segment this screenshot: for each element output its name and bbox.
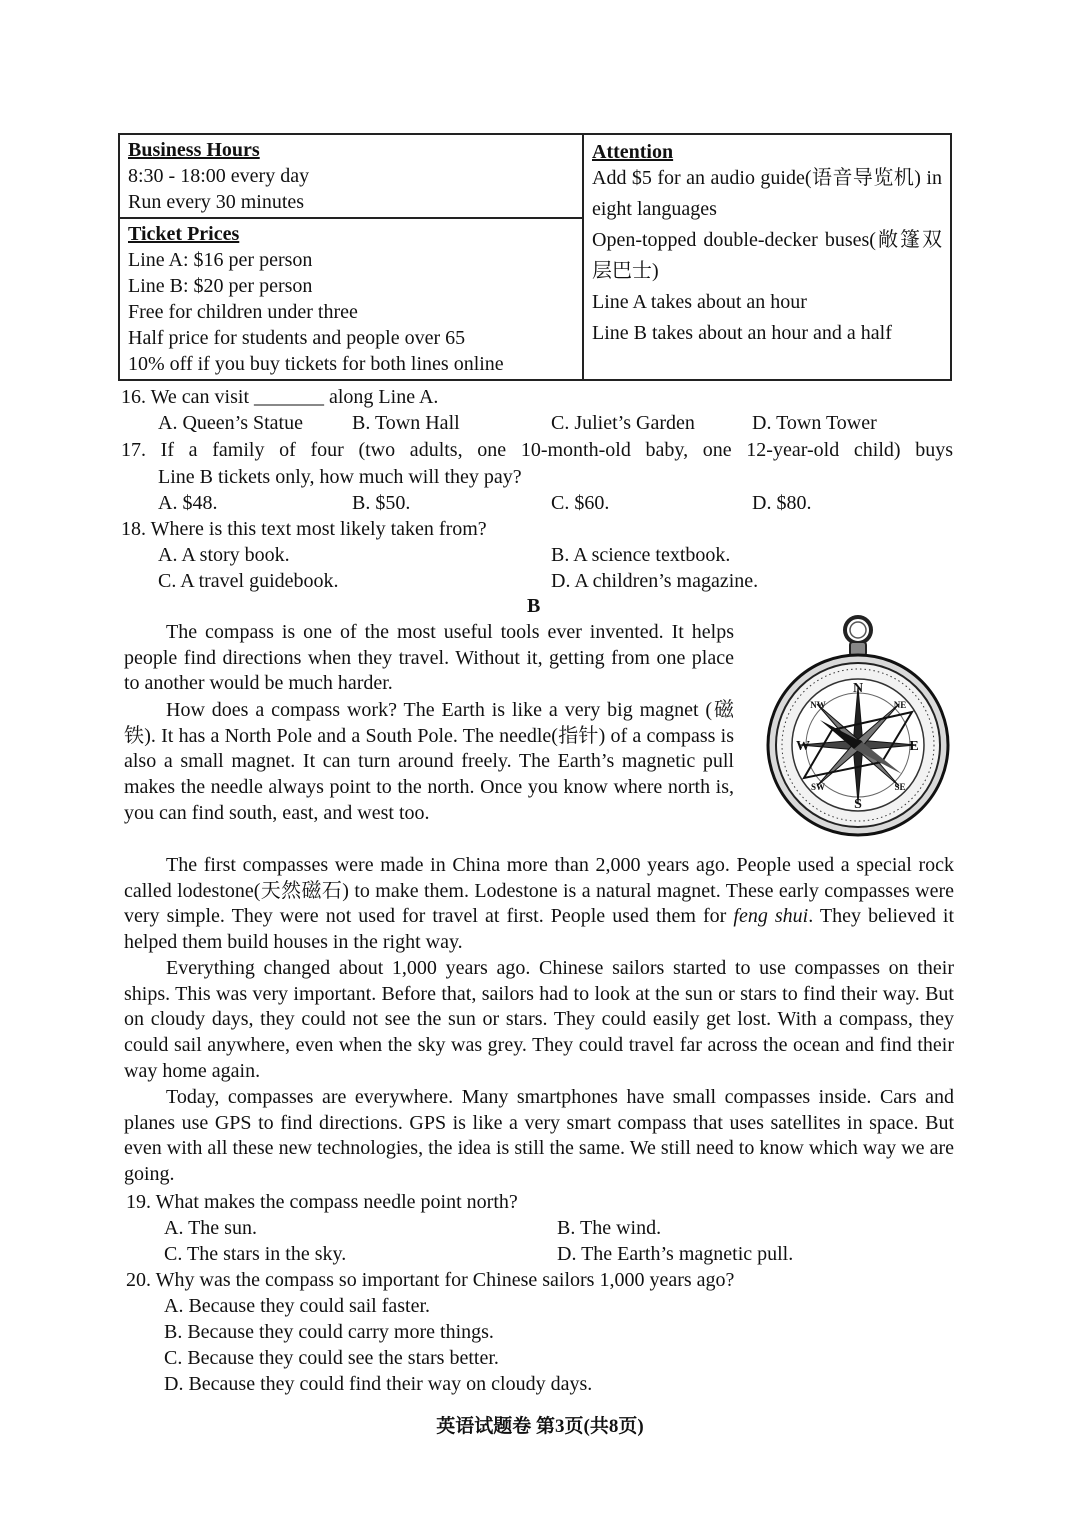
q18-option-b: B. A science textbook. [551,544,731,566]
business-hours-title: Business Hours [128,139,260,161]
q17-option-a: A. $48. [158,492,218,514]
compass-label-e: E [909,739,919,754]
q18-option-a: A. A story book. [158,544,290,566]
question-19-stem: 19. What makes the compass needle point north? [126,1191,518,1213]
passage-paragraph-1: The compass is one of the most useful tools ever invented. It helps people find directions when they travel. Without it, getting from one place to another would be much harder. [124,621,734,695]
attention-line: Open-topped double-decker buses(敞篷双层巴士) [592,229,942,282]
q20-option-a: A. Because they could sail faster. [164,1295,431,1317]
tour-info-table [118,133,952,381]
hours-line: Run every 30 minutes [128,191,305,213]
q17-option-c: C. $60. [551,492,610,514]
question-16-stem: 16. We can visit _______ along Line A. [121,386,439,408]
feng-shui-term: feng shui [733,905,809,928]
page-footer: 英语试题卷 第3页(共8页) [436,1416,644,1437]
q16-option-d: D. Town Tower [752,412,877,434]
compass-label-se: SE [894,782,906,792]
ticket-prices-cell [120,219,582,379]
passage-paragraph-2: How does a compass work? The Earth is like a very big magnet (磁铁). It has a North Pole and a South Pole. The needle(指针) of a compass is also a small magnet. It can turn around freely. The Earth’s magnetic pull makes the needle always point to the north. Once you know where north is, you can find south, east, and west too. [124,699,734,824]
ticket-prices-title: Ticket Prices [128,223,240,245]
compass-label-w: W [796,739,810,754]
q19-option-b: B. The wind. [557,1217,662,1239]
attention-line: Line A takes about an hour [592,291,807,313]
question-17-stem-line1: 17. If a family of four (two adults, one 10-month-old baby, one 12-year-old child) buys [121,439,953,461]
attention-line: Line B takes about an hour and a half [592,322,892,344]
price-line: Half price for students and people over 65 [128,327,466,349]
price-line: Line B: $20 per person [128,275,313,297]
q17-option-b: B. $50. [352,492,411,514]
business-hours-cell [120,135,582,219]
question-17-stem-line2: Line B tickets only, how much will they pay? [158,466,522,488]
compass-label-nw: NW [810,700,826,710]
q20-option-d: D. Because they could find their way on cloudy days. [164,1373,593,1395]
compass-illustration [762,612,954,838]
question-20-stem: 20. Why was the compass so important for Chinese sailors 1,000 years ago? [126,1269,735,1291]
compass-label-n: N [852,681,864,696]
passage-paragraph-3 [124,853,954,956]
price-line: Line A: $16 per person [128,249,313,271]
q19-option-a: A. The sun. [164,1217,257,1239]
compass-ring-icon [845,617,871,656]
question-18-stem: 18. Where is this text most likely taken from? [121,518,487,540]
attention-line: Add $5 for an audio guide(语音导览机) in eight languages [592,167,942,220]
price-line: 10% off if you buy tickets for both lines online [128,353,504,375]
q19-option-c: C. The stars in the sky. [164,1243,347,1265]
attention-cell [584,135,950,379]
q19-option-d: D. The Earth’s magnetic pull. [557,1243,794,1265]
hours-line: 8:30 - 18:00 every day [128,165,310,187]
compass-label-ne: NE [893,700,907,710]
passage-paragraph-5: Today, compasses are everywhere. Many smartphones have small compasses inside. Cars and planes use GPS to find directions. GPS is like a very smart compass that uses satellites in space. But even with all these new technologies, the idea is still the same. We still need to know which way we are going. [124,1086,954,1186]
paragraph-3-text-end: . They believed it helped them build houses in the right way. [124,905,954,954]
q17-option-d: D. $80. [752,492,812,514]
table-left-column [120,135,584,379]
q18-option-c: C. A travel guidebook. [158,570,339,592]
compass-label-sw: SW [810,782,826,792]
q16-option-b: B. Town Hall [352,412,460,434]
compass-label-s: S [854,797,862,812]
q20-option-b: B. Because they could carry more things. [164,1321,494,1343]
q16-option-a: A. Queen’s Statue [158,412,303,434]
price-line: Free for children under three [128,301,358,323]
q16-option-c: C. Juliet’s Garden [551,412,695,434]
q20-option-c: C. Because they could see the stars better. [164,1347,499,1369]
passage-paragraph-4: Everything changed about 1,000 years ago. Chinese sailors started to use compasses on their ships. This was very important. Before that, sailors had to look at the sun or stars to find their way. But on cloudy days, they could not see the sun or stars. They could easily get lost. With a compass, they could sail anywhere, even when the sky was grey. They could travel far across the ocean and find their way home again. [124,957,954,1082]
attention-title: Attention [592,141,674,163]
paragraph-3-text-start: The first compasses were made in China more than 2,000 years ago. People used a special rock called lodestone(天然磁石) to make them. Lodestone is a natural magnet. These early compasses were very simple. They were not used for travel at first. People used them for [124,854,954,928]
section-b-heading: B [527,595,541,617]
q18-option-d: D. A children’s magazine. [551,570,759,592]
